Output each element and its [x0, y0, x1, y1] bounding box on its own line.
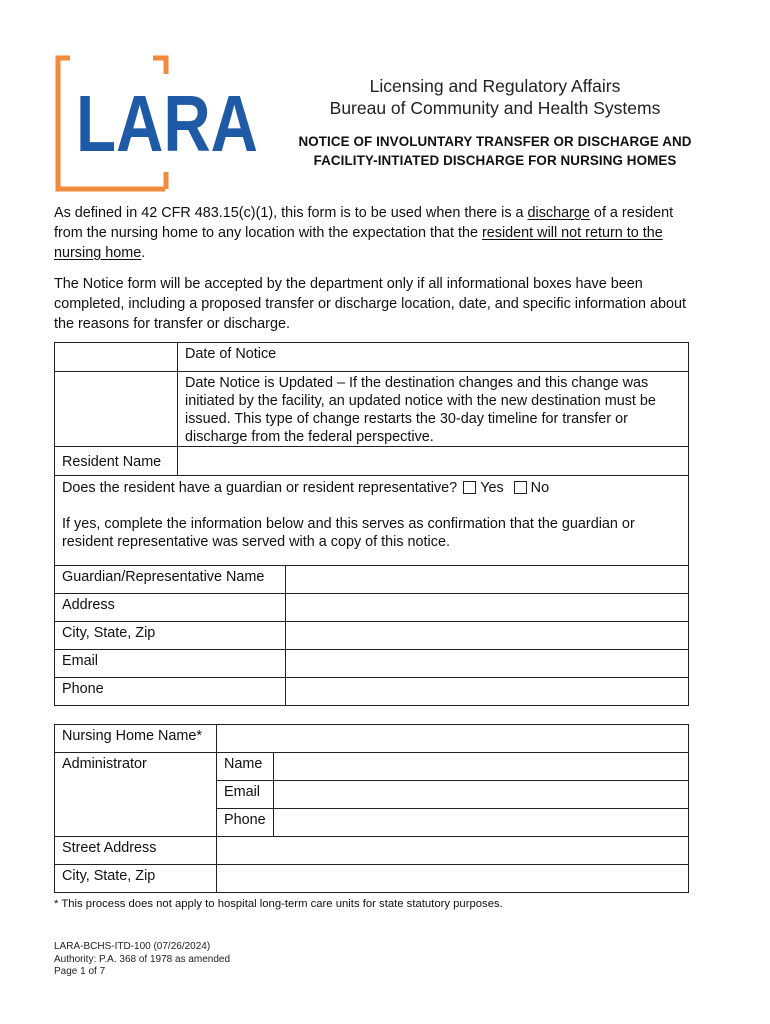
footer	[54, 941, 230, 979]
resident-name-label: Resident Name	[62, 454, 162, 470]
date-updated-label: Date Notice is Updated – If the destination changes and this change was initiated by the facility, an updated notice with the new destination must be issued. This type of change restarts the 30-day timeline for transfer or discharge from the federal perspective.	[185, 375, 656, 445]
date-updated-field[interactable]	[178, 372, 689, 447]
form-title-line2: FACILITY-INTIATED DISCHARGE FOR NURSING HOMES	[313, 153, 677, 168]
admin-email-label: Email	[224, 784, 260, 800]
form-title-line1: NOTICE OF INVOLUNTARY TRANSFER OR DISCHARGE AND	[298, 134, 692, 149]
facility-city-label-cell	[55, 865, 217, 893]
facility-city-label: City, State, Zip	[62, 868, 156, 884]
nursing-home-name-label: Nursing Home Name*	[62, 728, 202, 744]
guardian-name-label: Guardian/Representative Name	[62, 569, 265, 585]
guardian-name-field[interactable]	[286, 566, 689, 594]
nursing-home-name-field[interactable]	[217, 725, 689, 753]
guardian-address-label: Address	[62, 597, 115, 613]
guardian-phone-label: Phone	[62, 681, 104, 697]
logo-text: LARA	[76, 79, 258, 168]
resident-table	[54, 342, 689, 566]
admin-phone-label: Phone	[224, 812, 266, 828]
intro-p1-text-a: As defined in 42 CFR 483.15(c)(1), this form is to be used when there is a	[54, 205, 528, 221]
footnote: * This process does not apply to hospital long-term care units for state statutory purposes.	[54, 898, 503, 910]
guardian-city-label-cell	[55, 622, 286, 650]
street-address-label-cell	[55, 837, 217, 865]
page-number: Page 1 of 7	[54, 966, 106, 977]
yes-checkbox[interactable]	[463, 481, 476, 494]
lara-logo	[56, 56, 261, 191]
resident-name-field[interactable]	[178, 447, 689, 476]
guardian-email-label: Email	[62, 653, 98, 669]
admin-phone-field[interactable]	[273, 809, 688, 837]
guardian-city-field[interactable]	[286, 622, 689, 650]
yes-label: Yes	[480, 480, 504, 496]
no-label: No	[530, 480, 550, 496]
if-yes-instructions: If yes, complete the information below and this serves as confirmation that the guardian or resident representative was served with a copy of this notice.	[62, 516, 635, 550]
date-updated-blank[interactable]	[55, 372, 178, 447]
agency-name: Licensing and Regulatory Affairs	[369, 76, 621, 96]
facility-city-field[interactable]	[217, 865, 689, 893]
guardian-question: Does the resident have a guardian or resident representative?	[62, 480, 458, 496]
intro-p1-underline-not-return: resident will not return to the nursing home	[54, 225, 663, 261]
guardian-address-label-cell	[55, 594, 286, 622]
guardian-phone-field[interactable]	[286, 678, 689, 706]
guardian-table	[54, 565, 689, 706]
intro-paragraph-1	[54, 203, 704, 263]
guardian-phone-label-cell	[55, 678, 286, 706]
admin-name-label: Name	[224, 756, 263, 772]
guardian-question-cell	[55, 476, 689, 566]
facility-table	[54, 724, 689, 893]
admin-email-label-cell	[217, 781, 274, 809]
street-address-field[interactable]	[217, 837, 689, 865]
admin-phone-label-cell	[217, 809, 274, 837]
admin-name-label-cell	[217, 753, 274, 781]
guardian-address-field[interactable]	[286, 594, 689, 622]
guardian-city-label: City, State, Zip	[62, 625, 156, 641]
admin-email-field[interactable]	[273, 781, 688, 809]
administrator-label: Administrator	[62, 756, 147, 772]
guardian-name-label-cell	[55, 566, 286, 594]
nursing-home-name-label-cell	[55, 725, 217, 753]
resident-name-label-cell	[55, 447, 178, 476]
street-address-label: Street Address	[62, 840, 157, 856]
intro-p1-text-c: .	[141, 245, 146, 261]
date-of-notice-field[interactable]	[178, 343, 689, 372]
guardian-email-field[interactable]	[286, 650, 689, 678]
date-of-notice-blank[interactable]	[55, 343, 178, 372]
lara-logo-graphic	[56, 56, 261, 191]
date-of-notice-label: Date of Notice	[185, 346, 277, 362]
form-id: LARA-BCHS-ITD-100 (07/26/2024)	[54, 941, 211, 952]
intro-p1-text-b: of a resident from the nursing home to any location with the expectation that the	[54, 205, 674, 241]
authority: Authority: P.A. 368 of 1978 as amended	[54, 953, 231, 965]
administrator-label-cell	[55, 753, 217, 837]
form-title	[270, 132, 720, 170]
no-checkbox[interactable]	[514, 481, 527, 494]
bureau-name: Bureau of Community and Health Systems	[329, 98, 661, 118]
intro-paragraph-2: The Notice form will be accepted by the department only if all informational boxes have been completed, including a proposed transfer or discharge location, date, and specific information about the reasons for transfer or discharge.	[54, 276, 686, 332]
guardian-email-label-cell	[55, 650, 286, 678]
admin-name-field[interactable]	[273, 753, 688, 781]
guardian-question-row	[62, 479, 681, 497]
intro-p1-underline-discharge: discharge	[527, 205, 590, 221]
